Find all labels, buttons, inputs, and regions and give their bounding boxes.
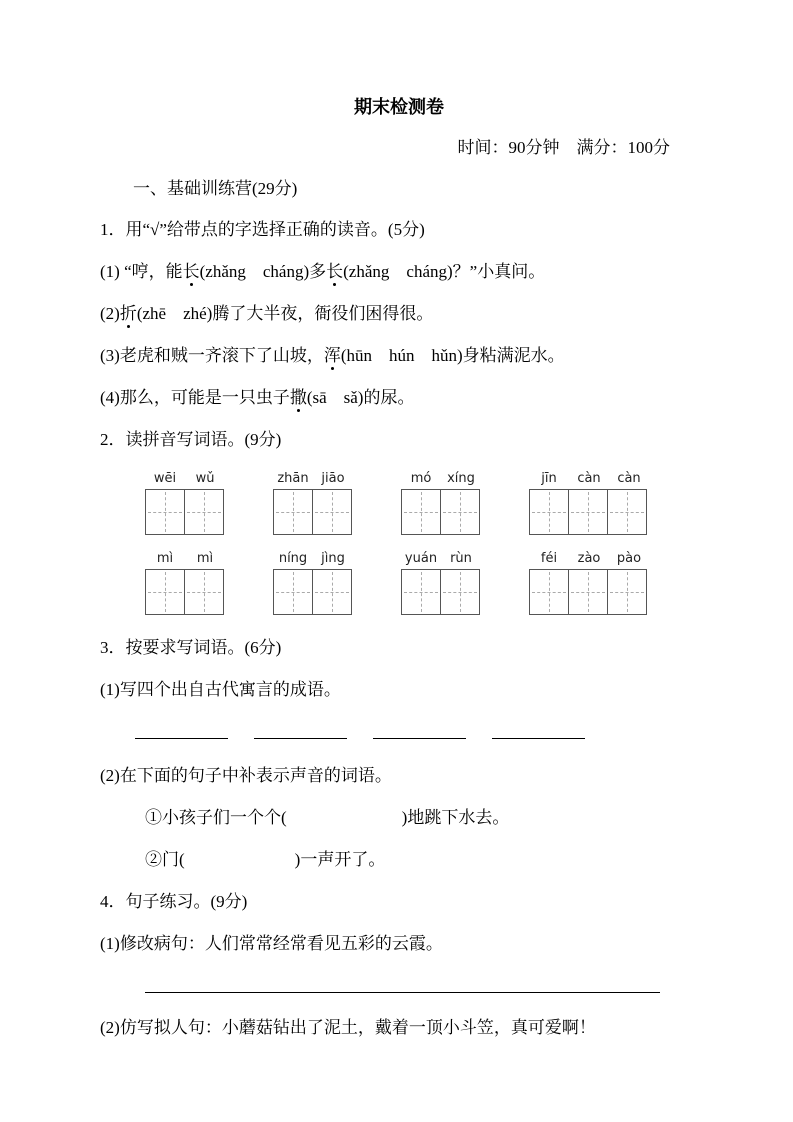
writing-grid [145, 489, 225, 535]
writing-cell [145, 569, 185, 615]
q1-item-2 [100, 303, 698, 324]
text-segment: ②门( [145, 850, 185, 869]
pinyin-syllable: pào [616, 551, 642, 566]
writing-grid [529, 569, 649, 615]
answer-blank [492, 721, 585, 739]
text-segment: (3)老虎和贼一齐滚下了山坡， [100, 346, 324, 365]
q4-sub2: (2)仿写拟人句：小蘑菇钻出了泥土，戴着一顶小斗笠，真可爱啊！ [100, 1018, 596, 1037]
section-heading: 一、基础训练营(29分) [133, 179, 298, 198]
pinyin-syllable: jiāo [321, 471, 345, 486]
text-segment: )地跳下水去。 [401, 808, 510, 827]
pinyin-group [529, 551, 649, 615]
emphasized-char: 撒 [289, 388, 307, 407]
writing-cell [273, 569, 313, 615]
writing-cell [145, 489, 185, 535]
q3-sub2: (2)在下面的句子中补表示声音的词语。 [100, 766, 392, 785]
pinyin-syllable: càn [617, 471, 641, 486]
writing-cell [568, 569, 608, 615]
pinyin-labels [401, 551, 481, 567]
writing-cell [184, 569, 224, 615]
writing-grid [401, 569, 481, 615]
pinyin-row-1 [100, 471, 698, 535]
q1-item-1 [100, 261, 698, 282]
writing-cell [568, 489, 608, 535]
emphasized-char: 折 [119, 304, 137, 323]
writing-cell [401, 489, 441, 535]
writing-cell [440, 569, 480, 615]
pinyin-syllable: xíng [447, 471, 475, 486]
q4-stem: 4．句子练习。(9分) [100, 892, 248, 911]
pinyin-labels [273, 471, 353, 487]
q1-item-4 [100, 387, 698, 408]
pinyin-syllable: mì [156, 551, 174, 566]
pinyin-syllable: féi [540, 551, 558, 566]
writing-grid [273, 489, 353, 535]
emphasized-char: 长 [326, 262, 344, 281]
pinyin-syllable: jīn [541, 471, 557, 486]
pinyin-labels [401, 471, 481, 487]
emphasized-char: 浑 [323, 346, 341, 365]
text-segment: ①小孩子们一个个( [145, 808, 287, 827]
writing-grid [529, 489, 649, 535]
q4-sub1: (1)修改病句：人们常常经常看见五彩的云霞。 [100, 934, 443, 953]
writing-cell [184, 489, 224, 535]
pinyin-syllable: mì [196, 551, 214, 566]
q1-item-3 [100, 345, 698, 366]
q3-stem: 3．按要求写词语。(6分) [100, 638, 282, 657]
pinyin-group [273, 471, 353, 535]
pinyin-group [273, 551, 353, 615]
pinyin-syllable: zào [577, 551, 601, 566]
q3-sentence-2 [100, 849, 698, 870]
text-segment: (4)那么，可能是一只虫子 [100, 388, 290, 407]
writing-grid [273, 569, 353, 615]
text-segment: (1) “哼，能 [100, 262, 183, 281]
text-segment: )一声开了。 [294, 850, 386, 869]
pinyin-group [401, 471, 481, 535]
answer-blank [373, 721, 466, 739]
pinyin-labels [273, 551, 353, 567]
text-segment: (2) [100, 304, 120, 323]
answer-blank [254, 721, 347, 739]
pinyin-group [145, 471, 225, 535]
pinyin-labels [145, 471, 225, 487]
exam-meta: 时间：90分钟 满分：100分 [457, 138, 670, 157]
writing-grid [145, 569, 225, 615]
pinyin-syllable: níng [278, 551, 308, 566]
pinyin-group [401, 551, 481, 615]
text-segment: (zhǎng cháng)？”小真问。 [343, 262, 546, 281]
text-segment: (zhē zhé)腾了大半夜，衙役们困得很。 [136, 304, 434, 323]
writing-cell [607, 569, 647, 615]
writing-cell [312, 569, 352, 615]
writing-cell [529, 489, 569, 535]
pinyin-syllable: càn [577, 471, 601, 486]
writing-grid [401, 489, 481, 535]
pinyin-syllable: yuán [404, 551, 438, 566]
pinyin-syllable: wēi [153, 471, 177, 486]
answer-line [145, 975, 660, 993]
q1-stem: 1．用“√”给带点的字选择正确的读音。(5分) [100, 220, 425, 239]
q2-stem: 2．读拼音写词语。(9分) [100, 430, 282, 449]
answer-blank [135, 721, 228, 739]
writing-cell [312, 489, 352, 535]
emphasized-char: 长 [182, 262, 200, 281]
pinyin-row-2 [100, 551, 698, 615]
writing-cell [607, 489, 647, 535]
pinyin-labels [145, 551, 225, 567]
q3-sentence-1 [100, 807, 698, 828]
writing-cell [273, 489, 313, 535]
writing-cell [529, 569, 569, 615]
pinyin-group [529, 471, 649, 535]
pinyin-labels [529, 471, 649, 487]
pinyin-labels [529, 551, 649, 567]
text-segment: (hūn hún hǔn)身粘满泥水。 [340, 346, 565, 365]
pinyin-syllable: wǔ [195, 471, 215, 486]
exam-title: 期末检测卷 [354, 97, 444, 117]
q3-sub1: (1)写四个出自古代寓言的成语。 [100, 680, 341, 699]
text-segment: (sā sǎ)的尿。 [306, 388, 415, 407]
pinyin-syllable: zhān [277, 471, 309, 486]
pinyin-syllable: mó [410, 471, 432, 486]
pinyin-group [145, 551, 225, 615]
writing-cell [401, 569, 441, 615]
pinyin-syllable: jìng [321, 551, 345, 566]
pinyin-syllable: rùn [450, 551, 472, 566]
q3-blanks-row [100, 721, 698, 744]
text-segment: (zhǎng cháng)多 [199, 262, 327, 281]
writing-cell [440, 489, 480, 535]
